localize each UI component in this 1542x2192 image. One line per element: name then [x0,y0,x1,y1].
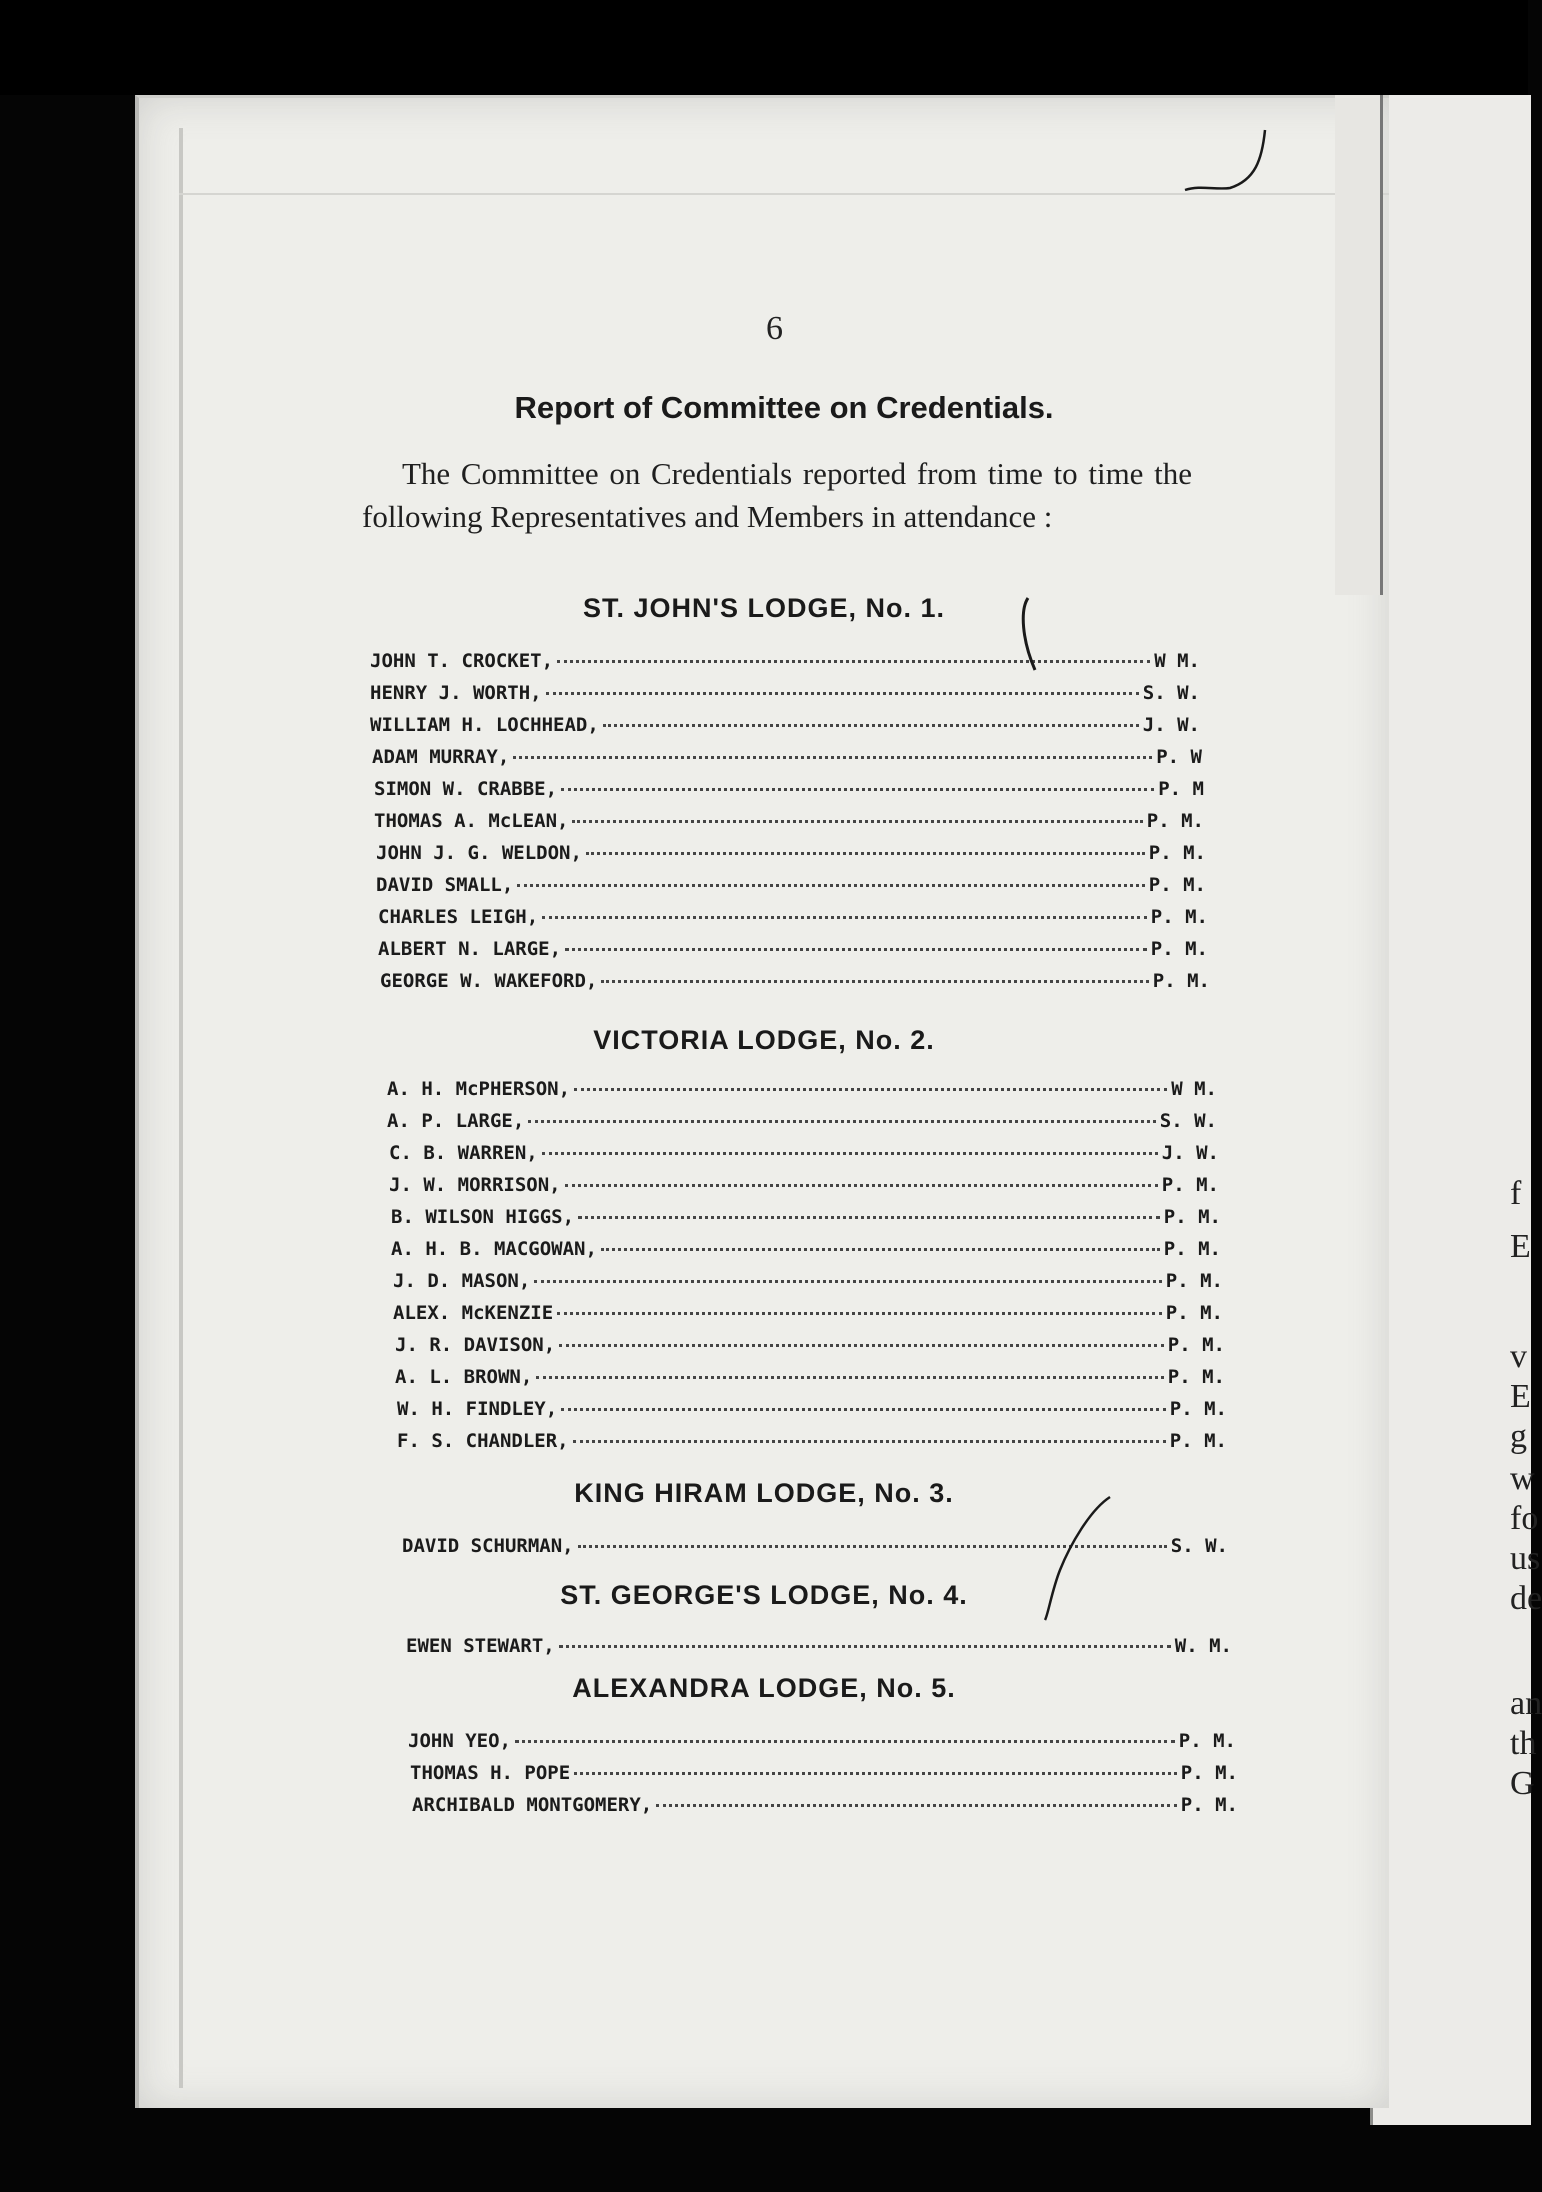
member-office: P. M. [1165,1270,1223,1292]
member-office: S. W. [1170,1535,1228,1557]
member-name: THOMAS H. POPE [410,1762,571,1784]
intro-paragraph: The Committee on Credentials reported from time to time the following Representatives and Members in attendance : [362,456,1192,534]
lodge-heading: ALEXANDRA LODGE, No. 5. [572,1673,956,1703]
adjacent-text-fragment: de [1510,1580,1542,1617]
adjacent-text-fragment: fo [1510,1500,1539,1537]
member-name: CHARLES LEIGH, [378,906,539,928]
member-office: P. M. [1165,1302,1223,1324]
member-office: S. W. [1142,682,1200,704]
member-office: P. M. [1180,1794,1238,1816]
lodge-heading: KING HIRAM LODGE, No. 3. [574,1478,954,1508]
member-name: J. R. DAVISON, [395,1334,556,1356]
lodge-heading: ST. JOHN'S LODGE, No. 1. [583,593,945,623]
adjacent-text-fragment: f [1510,1175,1522,1212]
member-office: J. W. [1142,714,1200,736]
member-name: GEORGE W. WAKEFORD, [380,970,598,992]
member-name: SIMON W. CRABBE, [374,778,558,800]
member-name: A. P. LARGE, [387,1110,525,1132]
member-office: P. M. [1180,1762,1238,1784]
member-office: P. M. [1167,1334,1225,1356]
member-name: A. H. B. MACGOWAN, [391,1238,597,1260]
adjacent-text-fragment: v [1510,1338,1527,1375]
member-office: P. W [1156,746,1202,768]
member-name: C. B. WARREN, [389,1142,538,1164]
member-name: W. H. FINDLEY, [397,1398,558,1420]
member-name: ALEX. McKENZIE [393,1302,554,1324]
adjacent-text-fragment: G [1510,1765,1535,1802]
member-name: J. W. MORRISON, [389,1174,561,1196]
member-name: F. S. CHANDLER, [397,1430,569,1452]
member-office: S. W. [1159,1110,1217,1132]
member-name: JOHN T. CROCKET, [370,650,554,672]
member-name: A. L. BROWN, [395,1366,533,1388]
page-number: 6 [766,310,783,347]
member-office: P. M. [1146,810,1204,832]
member-office: P. M. [1148,874,1206,896]
adjacent-text-fragment: w [1510,1460,1535,1497]
member-office: P. M. [1161,1174,1219,1196]
member-name: B. WILSON HIGGS, [391,1206,575,1228]
member-office: P. M. [1148,842,1206,864]
member-office: W. M. [1174,1635,1232,1657]
member-name: EWEN STEWART, [406,1635,555,1657]
member-office: P. M. [1152,970,1210,992]
adjacent-text-fragment: g [1510,1418,1527,1455]
member-office: P. M. [1163,1206,1221,1228]
member-name: WILLIAM H. LOCHHEAD, [370,714,599,736]
member-name: DAVID SCHURMAN, [402,1535,574,1557]
member-name: HENRY J. WORTH, [370,682,542,704]
member-office: P. M. [1163,1238,1221,1260]
adjacent-text-fragment: us [1510,1540,1541,1577]
member-office: P. M. [1150,906,1208,928]
member-office: P. M. [1169,1398,1227,1420]
member-name: JOHN J. G. WELDON, [376,842,582,864]
member-name: THOMAS A. McLEAN, [374,810,569,832]
member-name: DAVID SMALL, [376,874,514,896]
member-name: ADAM MURRAY, [372,746,510,768]
member-name: J. D. MASON, [393,1270,531,1292]
member-office: P. M. [1167,1366,1225,1388]
member-office: W M. [1171,1078,1217,1100]
member-name: A. H. McPHERSON, [387,1078,571,1100]
member-office: P. M. [1169,1430,1227,1452]
adjacent-text-fragment: th [1510,1725,1537,1762]
member-name: ARCHIBALD MONTGOMERY, [412,1794,653,1816]
lodge-heading: ST. GEORGE'S LODGE, No. 4. [560,1580,968,1610]
member-office: J. W. [1161,1142,1219,1164]
lodge-heading: VICTORIA LODGE, No. 2. [593,1025,935,1055]
adjacent-text-fragment: an [1510,1685,1542,1722]
member-office: P. M [1158,778,1204,800]
member-office: P. M. [1178,1730,1236,1752]
member-name: ALBERT N. LARGE, [378,938,562,960]
adjacent-text-fragment: E [1510,1378,1531,1415]
adjacent-text-fragment: E [1510,1228,1531,1265]
member-name: JOHN YEO, [408,1730,511,1752]
member-office: P. M. [1150,938,1208,960]
member-office: W M. [1154,650,1200,672]
page-title: Report of Committee on Credentials. [514,390,1054,425]
